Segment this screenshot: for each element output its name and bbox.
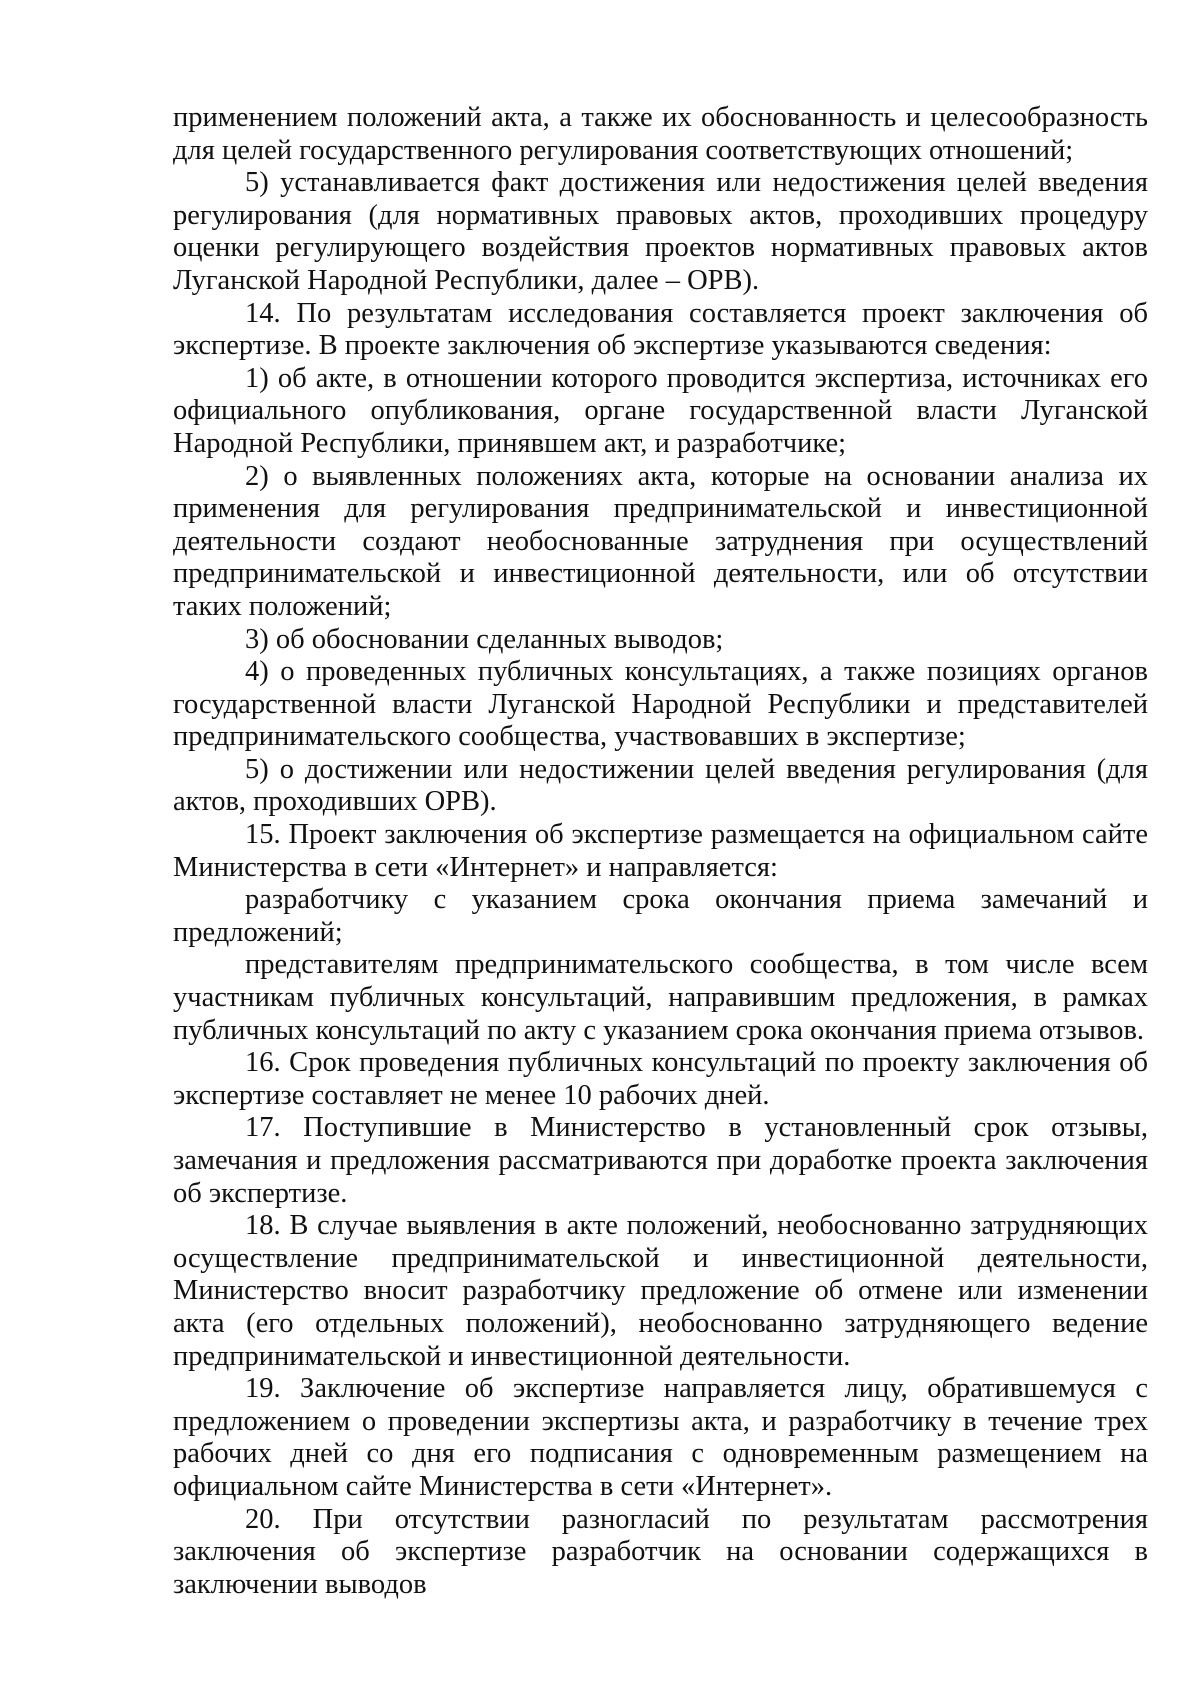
paragraph-clause-20: 20. При отсутствии разногласий по результатам рассмотрения заключения об экспертизе разработчик на основании содержащихся в заключении выводов <box>173 1503 1148 1600</box>
paragraph-clause-16: 16. Срок проведения публичных консультаций по проекту заключения об экспертизе составляет не менее 10 рабочих дней. <box>173 1047 1148 1111</box>
document-page <box>173 102 1148 1601</box>
paragraph-clause-15: 15. Проект заключения об экспертизе размещается на официальном сайте Министерства в сети «Интернет» и направляется: <box>173 819 1148 883</box>
paragraph-item-5-achievement: 5) о достижении или недостижении целей введения регулирования (для актов, проходивших ОРВ). <box>173 753 1148 818</box>
paragraph-clause-19: 19. Заключение об экспертизе направляется лицу, обратившемуся с предложением о проведении экспертизы акта, и разработчику в течение трех рабочих дней со дня его подписания с одновременным размещением на официальном сайте Министерства в сети «Интернет». <box>173 1373 1148 1502</box>
paragraph-item-5-goals: 5) устанавливается факт достижения или недостижения целей введения регулирования (для нормативных правовых актов, проходивших процедуру оценки регулирующего воздействия проектов нормативных правовых актов Луганской Народной Республики, далее – ОРВ). <box>173 167 1148 296</box>
paragraph-item-4-consultations: 4) о проведенных публичных консультациях, а также позициях органов государственной власти Луганской Народной Республики и представителей предпринимательского сообщества, участвовавших в экспертизе; <box>173 656 1148 753</box>
paragraph-item-2-provisions: 2) о выявленных положениях акта, которые на основании анализа их применения для регулирования предпринимательской и инвестиционной деятельности создают необоснованные затруднения при осуществлений предпринимательской и инвестиционной деятельности, или об отсутствии таких положений; <box>173 460 1148 622</box>
paragraph-to-business-community: представителям предпринимательского сообщества, в том числе всем участникам публичных консультаций, направившим предложения, в рамках публичных консультаций по акту с указанием срока окончания приема отзывов. <box>173 949 1148 1046</box>
paragraph-continuation: применением положений акта, а также их обоснованность и целесообразность для целей государственного регулирования соответствующих отношений; <box>173 102 1148 166</box>
paragraph-clause-17: 17. Поступившие в Министерство в установленный срок отзывы, замечания и предложения рассматриваются при доработке проекта заключения об экспертизе. <box>173 1112 1148 1209</box>
paragraph-clause-18: 18. В случае выявления в акте положений, необоснованно затрудняющих осуществление предпринимательской и инвестиционной деятельности, Министерство вносит разработчику предложение об отмене или изменении акта (его отдельных положений), необоснованно затрудняющего ведение предпринимательской и инвестиционной деятельности. <box>173 1210 1148 1372</box>
paragraph-clause-14: 14. По результатам исследования составляется проект заключения об экспертизе. В проекте заключения об экспертизе указываются сведения: <box>173 297 1148 362</box>
paragraph-item-3-justification: 3) об обосновании сделанных выводов; <box>245 623 724 655</box>
paragraph-item-1-act: 1) об акте, в отношении которого проводится экспертиза, источниках его официального опубликования, органе государственной власти Луганской Народной Республики, принявшем акт, и разработчике; <box>173 362 1148 459</box>
paragraph-to-developer: разработчику с указанием срока окончания приема замечаний и предложений; <box>173 884 1148 948</box>
